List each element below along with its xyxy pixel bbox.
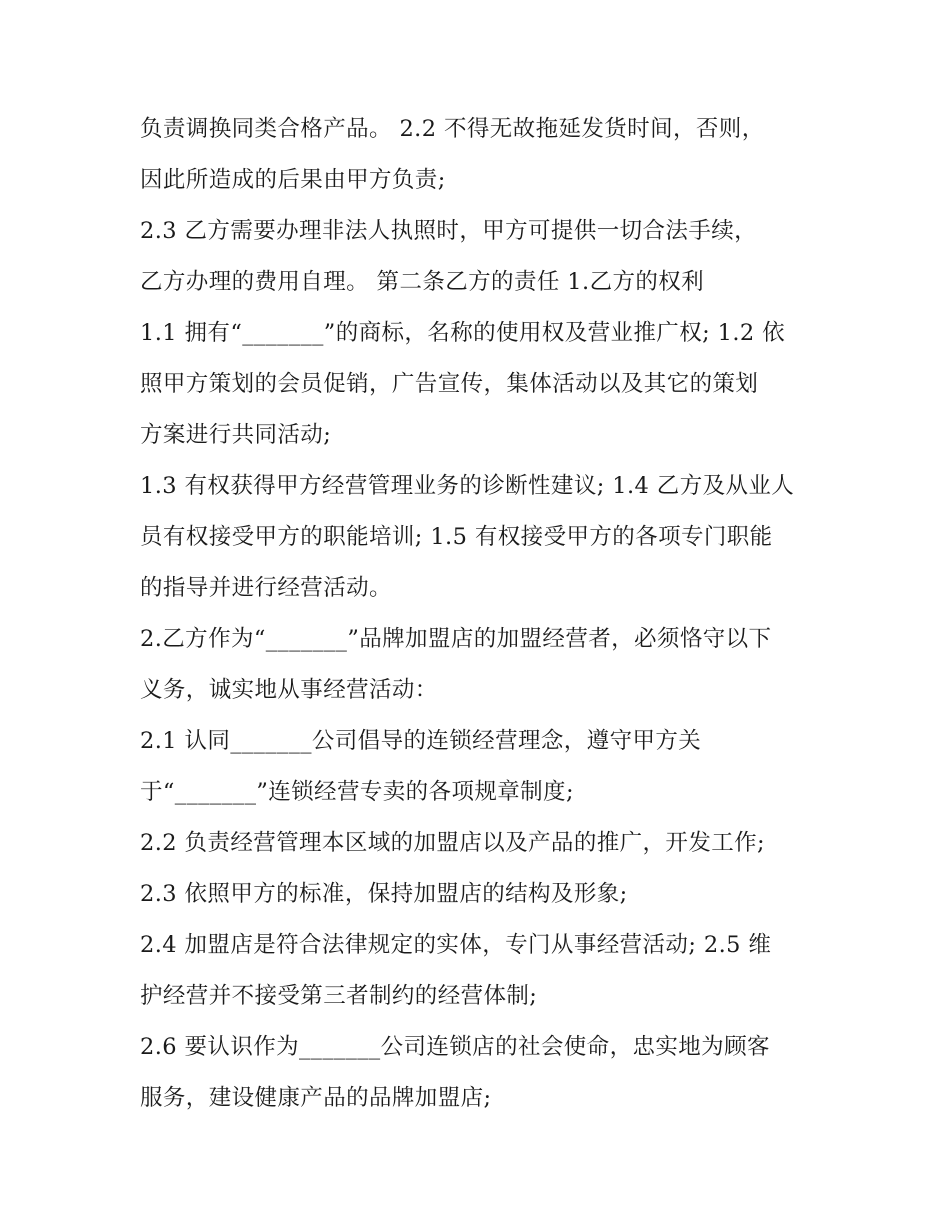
text-line: 因此所造成的后果由甲方负责; <box>140 167 446 193</box>
text-line: 于“_______”连锁经营专卖的各项规章制度; <box>140 779 574 805</box>
text-line: 照甲方策划的会员促销，广告宣传，集体活动以及其它的策划 <box>140 371 759 397</box>
text-line: 护经营并不接受第三者制约的经营体制; <box>140 983 538 1009</box>
text-line: 2.6 要认识作为_______公司连锁店的社会使命，忠实地为顾客 <box>140 1034 770 1060</box>
text-line: 2.2 负责经营管理本区域的加盟店以及产品的推广，开发工作; <box>140 830 766 856</box>
text-line: 1.1 拥有“_______”的商标，名称的使用权及营业推广权; 1.2 依 <box>140 320 786 346</box>
text-line: 1.3 有权获得甲方经营管理业务的诊断性建议; 1.4 乙方及从业人 <box>140 473 795 499</box>
text-line: 2.4 加盟店是符合法律规定的实体，专门从事经营活动; 2.5 维 <box>140 932 772 958</box>
text-line: 负责调换同类合格产品。 2.2 不得无故拖延发货时间，否则， <box>140 116 765 142</box>
text-line: 义务，诚实地从事经营活动： <box>140 677 438 703</box>
text-line: 员有权接受甲方的职能培训; 1.5 有权接受甲方的各项专门职能 <box>140 524 773 550</box>
text-line: 服务，建设健康产品的品牌加盟店; <box>140 1085 492 1111</box>
text-line: 方案进行共同活动; <box>140 422 332 448</box>
text-line: 2.3 乙方需要办理非法人执照时，甲方可提供一切合法手续， <box>140 218 758 244</box>
text-line: 2.1 认同_______公司倡导的连锁经营理念，遵守甲方关 <box>140 728 702 754</box>
text-line: 2.乙方作为“_______”品牌加盟店的加盟经营者，必须恪守以下 <box>140 626 772 652</box>
contract-body-text <box>140 104 830 1124</box>
text-line: 乙方办理的费用自理。 第二条乙方的责任 1.乙方的权利 <box>140 269 705 295</box>
text-line: 2.3 依照甲方的标准，保持加盟店的结构及形象; <box>140 881 628 907</box>
text-line: 的指导并进行经营活动。 <box>140 575 392 601</box>
